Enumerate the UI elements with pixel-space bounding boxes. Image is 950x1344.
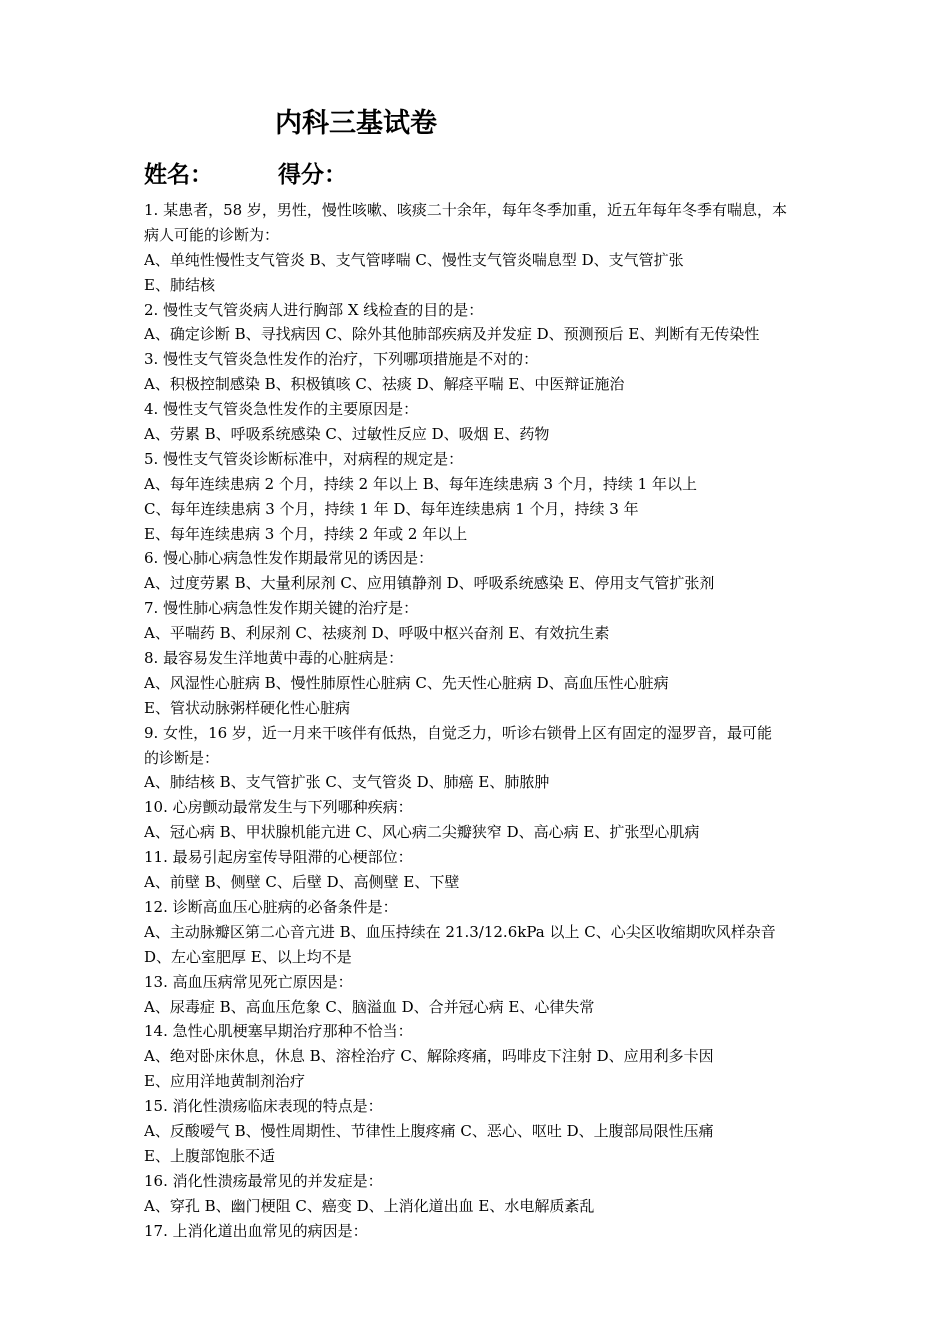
question-line: E、每年连续患病 3 个月，持续 2 年或 2 年以上: [144, 524, 468, 543]
question-line: 15. 消化性溃疡临床表现的特点是：: [144, 1097, 383, 1116]
exam-info-row: [144, 155, 347, 195]
question-line: D、左心室肥厚 E、以上均不是: [144, 947, 352, 966]
question-line: 12. 诊断高血压心脏病的必备条件是：: [144, 897, 398, 916]
question-line: A、劳累 B、呼吸系统感染 C、过敏性反应 D、吸烟 E、药物: [144, 425, 550, 444]
question-line: A、冠心病 B、甲状腺机能亢进 C、风心病二尖瓣狭窄 D、高心病 E、扩张型心肌病: [144, 823, 700, 842]
question-line: E、应用洋地黄制剂治疗: [144, 1072, 305, 1091]
question-line: 7. 慢性肺心病急性发作期关键的治疗是：: [144, 599, 419, 618]
question-line: A、积极控制感染 B、积极镇咳 C、祛痰 D、解痉平喘 E、中医辩证施治: [144, 375, 625, 394]
question-line: 3. 慢性支气管炎急性发作的治疗，下列哪项措施是不对的：: [144, 350, 539, 369]
question-line: 16. 消化性溃疡最常见的并发症是：: [144, 1171, 383, 1190]
question-line: E、肺结核: [144, 275, 215, 294]
question-line: 14. 急性心肌梗塞早期治疗那种不恰当：: [144, 1022, 413, 1041]
question-line: A、平喘药 B、利尿剂 C、祛痰剂 D、呼吸中枢兴奋剂 E、有效抗生素: [144, 624, 610, 643]
question-line: A、绝对卧床休息，休息 B、溶栓治疗 C、解除疼痛，吗啡皮下注射 D、应用利多卡因: [144, 1047, 714, 1066]
name-label: 姓名：: [144, 162, 213, 188]
question-line: 的诊断是：: [144, 748, 220, 767]
page-title: 内科三基试卷: [275, 108, 437, 139]
question-line: 10. 心房颤动最常发生与下列哪种疾病：: [144, 798, 413, 817]
question-line: A、过度劳累 B、大量利尿剂 C、应用镇静剂 D、呼吸系统感染 E、停用支气管扩张剂: [144, 574, 715, 593]
question-line: A、单纯性慢性支气管炎 B、支气管哮喘 C、慢性支气管炎喘息型 D、支气管扩张: [144, 250, 684, 269]
question-line: A、每年连续患病 2 个月，持续 2 年以上 B、每年连续患病 3 个月，持续 1 年以上: [144, 474, 697, 493]
question-line: 4. 慢性支气管炎急性发作的主要原因是：: [144, 400, 419, 419]
question-line: 17. 上消化道出血常见的病因是：: [144, 1221, 368, 1240]
question-line: 6. 慢心肺心病急性发作期最常见的诱因是：: [144, 549, 434, 568]
question-line: 病人可能的诊断为：: [144, 225, 280, 244]
question-line: 9. 女性，16 岁，近一月来干咳伴有低热，自觉乏力，听诊右锁骨上区有固定的湿罗音，最可能: [144, 723, 772, 742]
question-line: A、肺结核 B、支气管扩张 C、支气管炎 D、肺癌 E、肺脓肿: [144, 773, 550, 792]
question-line: E、管状动脉粥样硬化性心脏病: [144, 698, 350, 717]
question-list: [144, 198, 814, 1243]
score-label: 得分：: [278, 162, 347, 188]
question-line: 11. 最易引起房室传导阻滞的心梗部位：: [144, 848, 413, 867]
question-line: 2. 慢性支气管炎病人进行胸部 X 线检查的目的是：: [144, 300, 484, 319]
question-line: A、反酸嗳气 B、慢性周期性、节律性上腹疼痛 C、恶心、呕吐 D、上腹部局限性压痛: [144, 1121, 714, 1140]
question-line: C、每年连续患病 3 个月，持续 1 年 D、每年连续患病 1 个月，持续 3 年: [144, 499, 639, 518]
question-line: E、上腹部饱胀不适: [144, 1146, 275, 1165]
question-line: 5. 慢性支气管炎诊断标准中，对病程的规定是：: [144, 449, 464, 468]
question-line: A、确定诊断 B、寻找病因 C、除外其他肺部疾病及并发症 D、预测预后 E、判断有无传染性: [144, 325, 760, 344]
question-line: A、主动脉瓣区第二心音亢进 B、血压持续在 21.3/12.6kPa 以上 C、心尖区收缩期吹风样杂音: [144, 922, 776, 941]
question-line: 8. 最容易发生洋地黄中毒的心脏病是：: [144, 649, 404, 668]
question-line: A、前壁 B、侧壁 C、后壁 D、高侧壁 E、下壁: [144, 873, 460, 892]
question-line: 13. 高血压病常见死亡原因是：: [144, 972, 353, 991]
question-line: A、穿孔 B、幽门梗阻 C、癌变 D、上消化道出血 E、水电解质紊乱: [144, 1196, 595, 1215]
question-line: A、尿毒症 B、高血压危象 C、脑溢血 D、合并冠心病 E、心律失常: [144, 997, 595, 1016]
question-line: 1. 某患者，58 岁，男性，慢性咳嗽、咳痰二十余年，每年冬季加重，近五年每年冬季有喘息，本: [144, 201, 787, 219]
question-line: A、风湿性心脏病 B、慢性肺原性心脏病 C、先天性心脏病 D、高血压性心脏病: [144, 673, 669, 692]
